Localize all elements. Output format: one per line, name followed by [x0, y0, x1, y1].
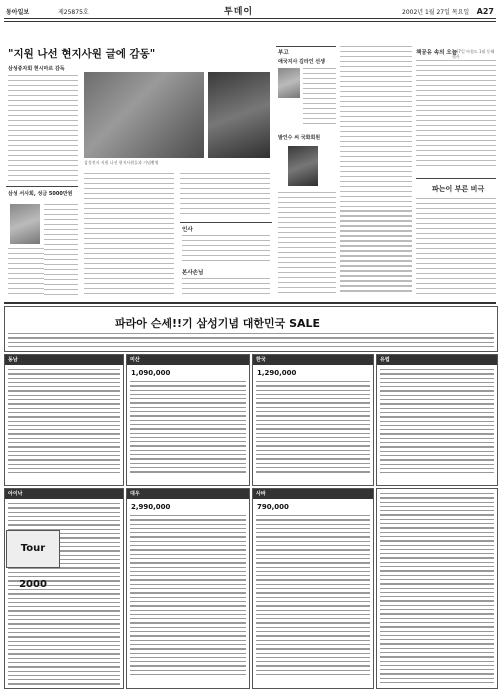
obit-rule: [276, 46, 336, 47]
ads-divider: [4, 302, 496, 304]
obit-title: 애국지사 김라인 선생: [278, 59, 325, 65]
feature-body: [416, 198, 496, 298]
price-2: 1,290,000: [257, 369, 297, 377]
travel-ad-7-header: 사바: [253, 489, 373, 499]
top-rule-thin: [4, 21, 496, 22]
feature-title: 파는이 부른 비극: [432, 185, 485, 193]
lead-body-col1: [8, 75, 78, 183]
obit-header: 부고: [278, 50, 289, 56]
masthead: [6, 4, 494, 18]
travel-ad-5-header: 아이낙: [5, 489, 123, 499]
guests-header: 본사손님: [182, 270, 204, 276]
right-body: [416, 60, 496, 170]
group-photo: [84, 72, 204, 158]
banner-ad: [4, 306, 498, 352]
date-line: 2002년 1월 27일 목요일: [402, 8, 470, 16]
photo-caption: 삼성전자 지원 나선 현지사원들과 기념촬영: [84, 160, 159, 165]
travel-ad-6: [126, 488, 250, 689]
feature-rule: [416, 178, 496, 179]
sidebar-rule: [6, 186, 78, 187]
travel-ad-4: [376, 354, 498, 486]
travel-ad-6-header: 대우: [127, 489, 249, 499]
people-list: [182, 235, 270, 265]
top-rule: [4, 18, 496, 19]
travel-ad-7: [252, 488, 374, 689]
sidebar-body: [44, 204, 78, 299]
obit-second-photo: [288, 146, 318, 186]
middle-text-column: [340, 46, 412, 298]
sidebar-body-2: [8, 248, 44, 298]
page-number: A27: [476, 6, 494, 16]
lead-body-col2: [84, 173, 174, 298]
travel-ad-1: [4, 354, 124, 486]
obit-second-title: 발인수 씨 국화회원: [278, 135, 321, 141]
guests-list: [182, 278, 270, 298]
travel-ad-8: [376, 488, 498, 689]
tour-logo: Tour 2000: [6, 530, 60, 568]
portrait-photo: [10, 204, 40, 244]
travel-ad-3: [252, 354, 374, 486]
issue-number: 제25875호: [58, 8, 89, 16]
lead-headline: "지원 나선 현지사원 글에 감동": [8, 48, 156, 60]
lead-subhead: 삼성중자회 현시마르 감독: [8, 66, 65, 72]
banner-text: 파라아 슨세!!기 삼성기념 대한민국 SALE: [115, 317, 321, 330]
price-3: 2,990,000: [131, 503, 171, 511]
people-rule: [180, 222, 272, 223]
price-4: 790,000: [257, 503, 289, 511]
obit-body: [303, 68, 336, 128]
obit-photo: [278, 68, 300, 98]
people-header: 인사: [182, 227, 193, 233]
plaque-photo: [208, 72, 270, 158]
right-header: 책공유 속의 오늘: [416, 50, 458, 56]
price-1: 1,090,000: [131, 369, 171, 377]
section-title: 투데이: [224, 7, 254, 17]
obit-second-body: [278, 192, 336, 298]
travel-ad-1-header: 동남: [5, 355, 123, 365]
travel-ad-4-header: 유럽: [377, 355, 497, 365]
travel-ad-3-header: 한국: [253, 355, 373, 365]
ads-section: [4, 306, 496, 687]
travel-ad-2: [126, 354, 250, 486]
travel-ad-2-header: 미산: [127, 355, 249, 365]
publication-name: 동아일보: [6, 8, 30, 16]
right-subheader: 1월7일 아침도 1월 동해 행사: [452, 49, 495, 60]
lead-body-col3: [180, 173, 270, 218]
sidebar-title: 삼성 서사회, 성금 5000만원: [8, 191, 73, 197]
